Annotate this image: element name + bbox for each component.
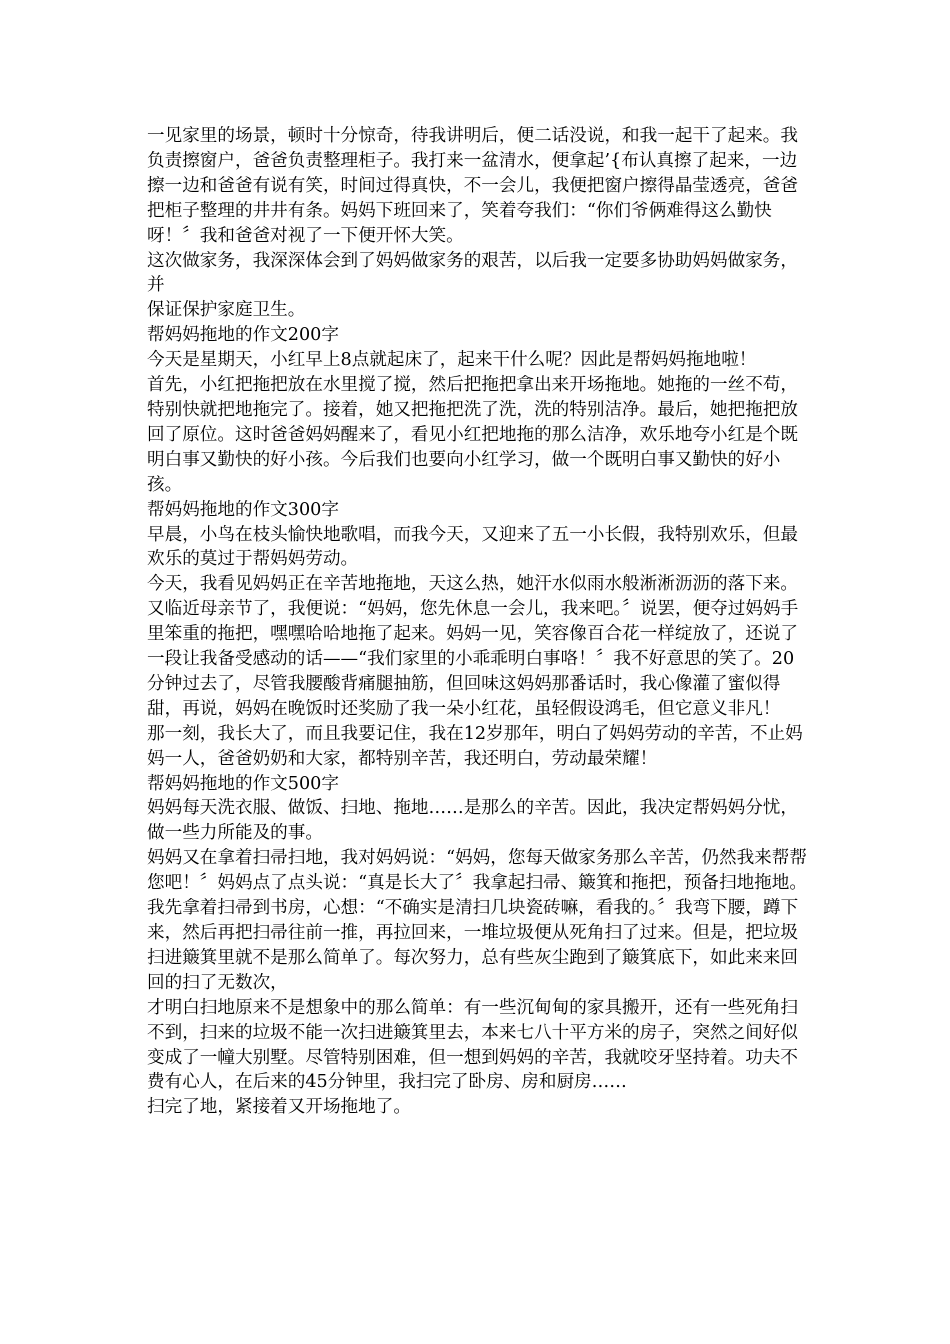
paragraph: 我先拿着扫帚到书房，心想：“不确实是清扫几块瓷砖嘛，看我的。〞我弯下腰，蹲下来，然后再把扫帚往前一推，再拉回来，一堆垃圾便从死角扫了过来。但是，把垃圾扫进簸箕里就不是那么简单了。每次努力，总有些灰尘跑到了簸箕底下，如此来来回回的扫了无数次， — [147, 898, 799, 993]
paragraph: 早晨，小鸟在枝头愉快地歌唱，而我今天，又迎来了五一小长假，我特别欢乐，但最欢乐的莫过于帮妈妈劳动。 — [147, 524, 798, 570]
section-heading-300: 帮妈妈拖地的作文300字 — [147, 499, 339, 520]
paragraph: 才明白扫地原来不是想象中的那么简单：有一些沉甸甸的家具搬开，还有一些死角扫不到，扫来的垃圾不能一次扫进簸箕里去，本来七八十平方米的房子，突然之间好似变成了一幢大别墅。尽管特别困难，但一想到妈妈的辛苦，我就咬牙坚持着。功夫不费有心人，在后来的45分钟里，我扫完了卧房、房和厨房…… — [147, 997, 798, 1093]
paragraph: 保证保护家庭卫生。 — [147, 300, 306, 321]
section-heading-500: 帮妈妈拖地的作文500字 — [147, 773, 339, 794]
document-page — [147, 124, 807, 1120]
paragraph: 一见家里的场景，顿时十分惊奇，待我讲明后，便二话没说，和我一起干了起来。我负责擦窗户，爸爸负责整理柜子。我打来一盆清水，便拿起’{布认真擦了起来，一边擦一边和爸爸有说有笑，时间过得真快，不一会儿，我便把窗户擦得晶莹透亮，爸爸把柜子整理的井井有条。妈妈下班回来了，笑着夸我们：“你们爷俩难得这么勤快呀！〞我和爸爸对视了一下便开怀大笑。 — [147, 126, 798, 246]
paragraph: 扫完了地，紧接着又开场拖地了。 — [147, 1097, 411, 1118]
section-heading-200: 帮妈妈拖地的作文200字 — [147, 325, 339, 346]
paragraph: 今天是星期天，小红早上8点就起床了，起来干什么呢？因此是帮妈妈拖地啦！ — [147, 350, 757, 371]
paragraph: 妈妈每天洗衣服、做饭、扫地、拖地……是那么的辛苦。因此，我决定帮妈妈分忧，做一些力所能及的事。 — [147, 798, 798, 844]
paragraph: 那一刻，我长大了，而且我要记住，我在12岁那年，明白了妈妈劳动的辛苦，不止妈妈一人，爸爸奶奶和大家，都特别辛苦，我还明白，劳动最荣耀！ — [147, 723, 803, 769]
paragraph: 这次做家务，我深深体会到了妈妈做家务的艰苦，以后我一定要多协助妈妈做家务，并 — [147, 250, 798, 296]
paragraph: 今天，我看见妈妈正在辛苦地拖地，天这么热，她汗水似雨水般淅淅沥沥的落下来。又临近母亲节了，我便说：“妈妈，您先休息一会儿，我来吧。〞说罢，便夺过妈妈手里笨重的拖把，嘿嘿哈哈地拖了起来。妈妈一见，笑容像百合花一样绽放了，还说了一段让我备受感动的话——“我们家里的小乖乖明白事咯！〞我不好意思的笑了。20分钟过去了，尽管我腰酸背痛腿抽筋，但回味这妈妈那番话时，我心像灌了蜜似得甜，再说，妈妈在晚饭时还奖励了我一朵小红花，虽轻假设鸿毛，但它意义非凡！ — [147, 574, 799, 719]
paragraph: 妈妈又在拿着扫帚扫地，我对妈妈说：“妈妈，您每天做家务那么辛苦，仍然我来帮帮您吧！〞妈妈点了点头说：“真是长大了〞我拿起扫帚、簸箕和拖把，预备扫地拖地。 — [147, 848, 807, 894]
paragraph: 首先，小红把拖把放在水里搅了搅，然后把拖把拿出来开场拖地。她拖的一丝不苟，特别快就把地拖完了。接着，她又把拖把洗了洗，洗的特别洁净。最后，她把拖把放回了原位。这时爸爸妈妈醒来了，看见小红把地拖的那么洁净，欢乐地夸小红是个既明白事又勤快的好小孩。今后我们也要向小红学习，做一个既明白事又勤快的好小孩。 — [147, 375, 798, 495]
